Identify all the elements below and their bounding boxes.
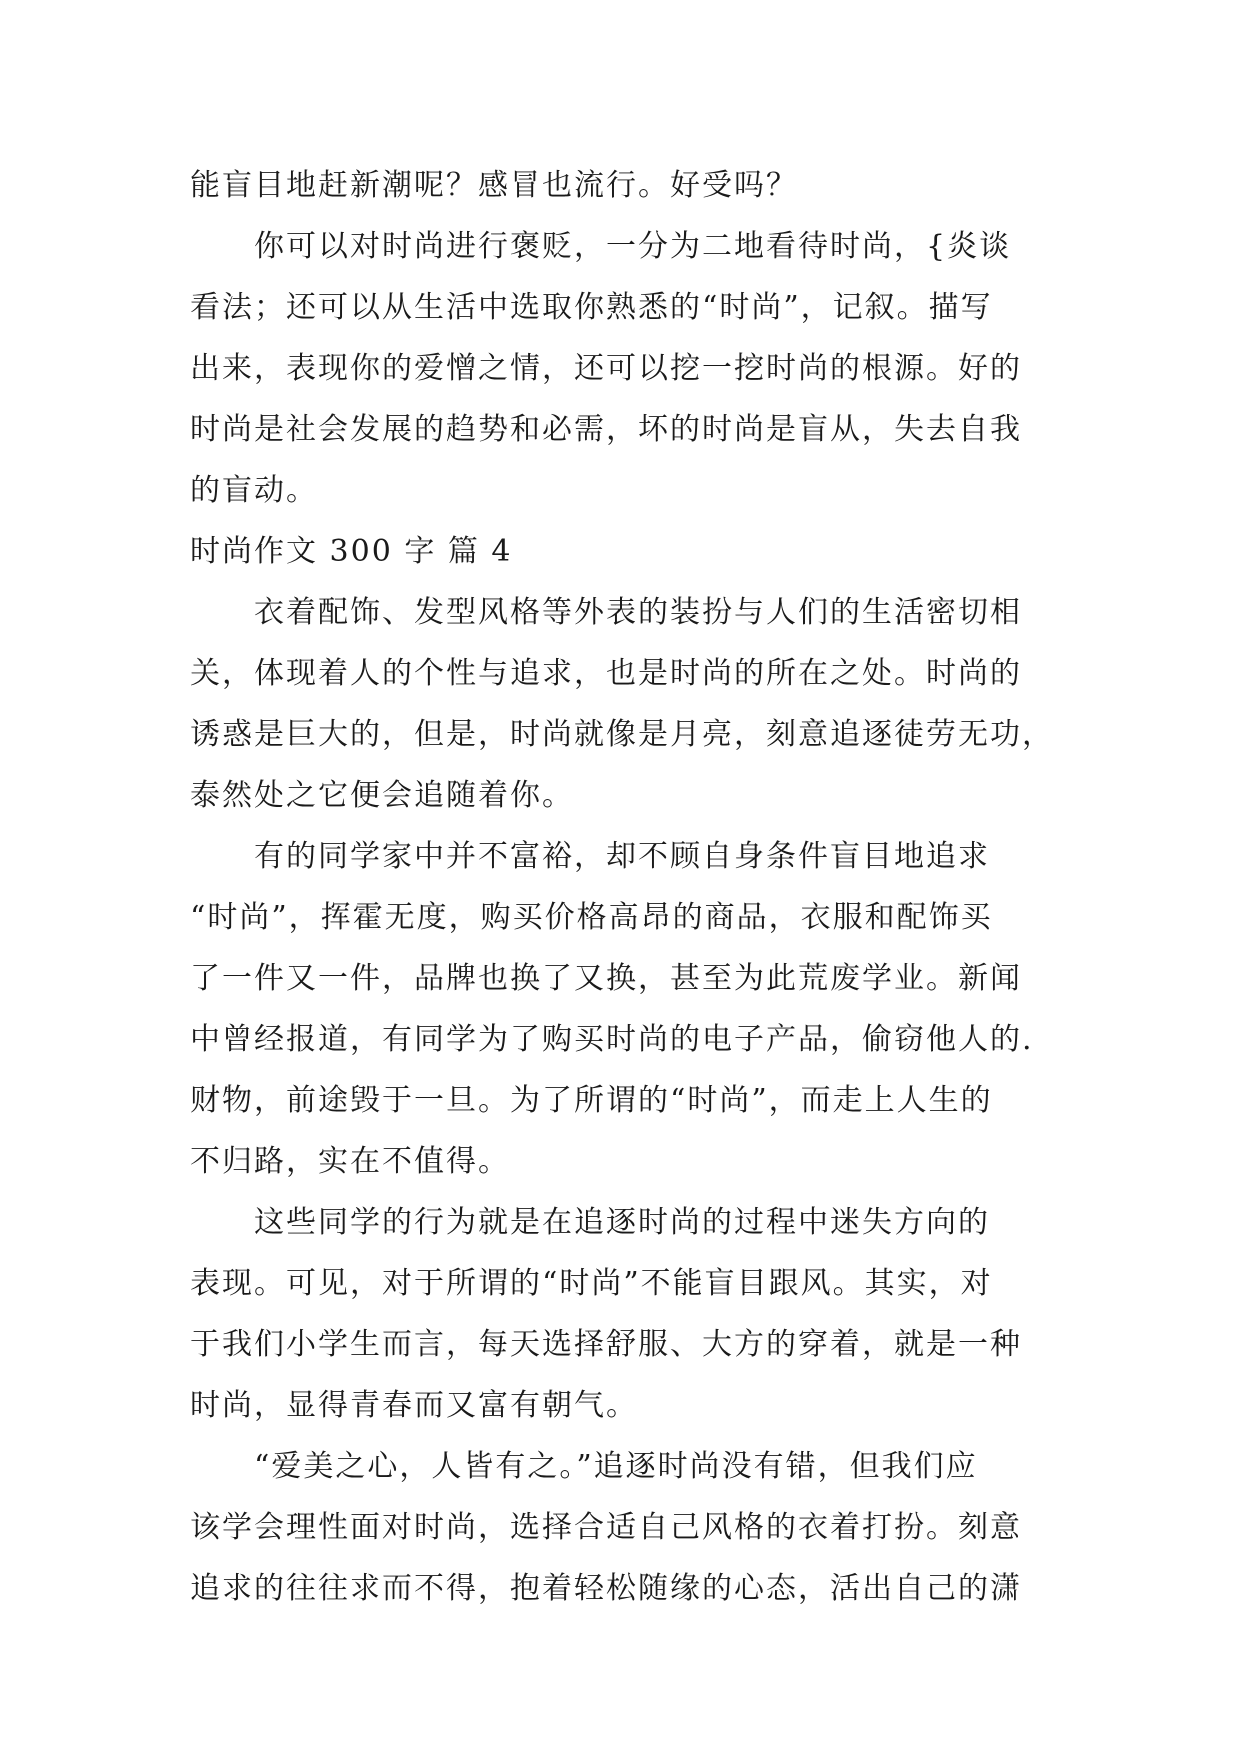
text-line: “爱美之心，人皆有之。”追逐时尚没有错，但我们应 [254, 1449, 978, 1484]
text-line: 不归路，实在不值得。 [190, 1144, 510, 1179]
text-line: 看法；还可以从生活中选取你熟悉的“时尚”，记叙。描写 [190, 290, 993, 325]
text-line: 表现。可见，对于所谓的“时尚”不能盲目跟风。其实，对 [190, 1266, 993, 1301]
section-heading: 时尚作文 300 字 篇 4 [190, 534, 513, 569]
text-line: 中曾经报道，有同学为了购买时尚的电子产品，偷窃他人的. [190, 1022, 1034, 1057]
text-line: 这些同学的行为就是在追逐时尚的过程中迷失方向的 [254, 1205, 990, 1240]
text-line: 能盲目地赶新潮呢？感冒也流行。好受吗？ [190, 168, 798, 203]
text-line: 关，体现着人的个性与追求，也是时尚的所在之处。时尚的 [190, 656, 1022, 691]
text-line: 该学会理性面对时尚，选择合适自己风格的衣着打扮。刻意 [190, 1510, 1022, 1545]
text-line: 于我们小学生而言，每天选择舒服、大方的穿着，就是一种 [190, 1327, 1022, 1362]
text-line: 了一件又一件，品牌也换了又换，甚至为此荒废学业。新闻 [190, 961, 1022, 996]
text-line: 时尚，显得青春而又富有朝气。 [190, 1388, 638, 1423]
text-line: 出来，表现你的爱憎之情，还可以挖一挖时尚的根源。好的 [190, 351, 1022, 386]
document-body [190, 155, 1052, 1619]
text-line: 追求的往往求而不得，抱着轻松随缘的心态，活出自己的潇 [190, 1571, 1022, 1606]
text-line: 有的同学家中并不富裕，却不顾自身条件盲目地追求 [254, 839, 990, 874]
text-line: 你可以对时尚进行褒贬，一分为二地看待时尚，{炎谈 [254, 229, 1012, 264]
text-line: 诱惑是巨大的，但是，时尚就像是月亮，刻意追逐徒劳无功， [190, 717, 1054, 752]
text-line: “时尚”，挥霍无度，购买价格高昂的商品，衣服和配饰买 [190, 900, 993, 935]
text-line: 泰然处之它便会追随着你。 [190, 778, 574, 813]
text-line: 衣着配饰、发型风格等外表的装扮与人们的生活密切相 [254, 595, 1022, 630]
text-line: 财物，前途毁于一旦。为了所谓的“时尚”，而走上人生的 [190, 1083, 993, 1118]
text-line: 的盲动。 [190, 473, 318, 508]
text-line: 时尚是社会发展的趋势和必需，坏的时尚是盲从，失去自我 [190, 412, 1022, 447]
